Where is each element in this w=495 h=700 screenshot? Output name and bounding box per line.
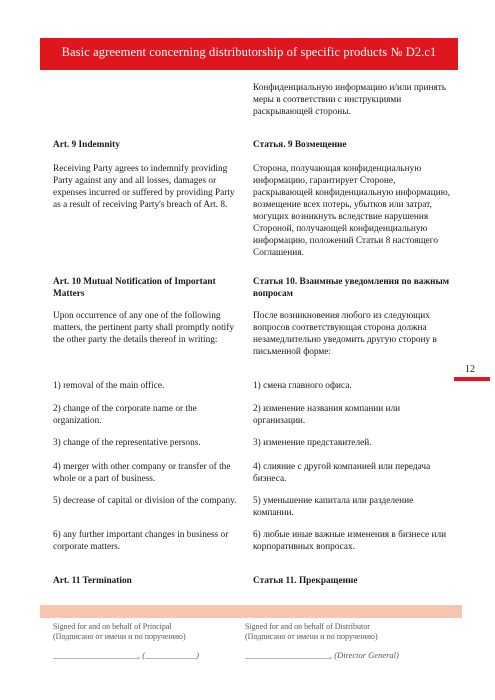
- art10-item-en: 6) any further important changes in business or corporate matters.: [53, 530, 229, 552]
- art10-item-ru: 6) любые иные важные изменения в бизнесе или корпоративных вопросах.: [253, 530, 447, 552]
- signature-principal-line: ____________________, (____________): [53, 650, 199, 660]
- art11-heading-en: Art. 11 Termination: [53, 576, 132, 586]
- art11-heading-ru: Статья 11. Прекращение: [253, 576, 358, 586]
- art9-heading-ru: Статья. 9 Возмещение: [253, 140, 347, 150]
- signature-distributor-line: ____________________, (Director General): [245, 650, 399, 660]
- document-header-band: [40, 38, 458, 70]
- signature-principal-label-ru: (Подписано от имени и по поручению): [53, 632, 186, 641]
- continuation-text-ru: Конфиденциальную информацию и/или принять меры в соответствии с инструкциями раскрывающей стороны.: [253, 83, 447, 117]
- art9-text-en: Receiving Party agrees to indemnify providing Party against any and all losses, damages or expenses incurred or suffered by providing Party as a result of receiving Party's breach of Art. 8.: [53, 164, 235, 210]
- art10-item-en: 2) change of the corporate name or the organization.: [53, 404, 197, 426]
- signature-principal-label-en: Signed for and on behalf of Principal: [53, 622, 172, 631]
- art10-item-ru: 4) слияние с другой компанией или передача бизнеса.: [253, 462, 431, 484]
- art10-item-ru: 3) изменение представителей.: [253, 438, 372, 448]
- art10-item-en: 1) removal of the main office.: [53, 381, 165, 391]
- art9-text-ru: Сторона, получающая конфиденциальную информацию, гарантирует Стороне, раскрывающей конфиденциальную информацию, возмещение всех потерь, убытков или затрат, могущих возникнуть вследствие нарушения Стороной, получающей конфиденциальную информацию, положений Статьи 8 настоящего Соглашения.: [253, 164, 450, 258]
- art10-item-ru: 5) уменьшение капитала или разделение компании.: [253, 496, 414, 518]
- signature-distributor-label-en: Signed for and on behalf of Distributor: [245, 622, 370, 631]
- signature-distributor-label-ru: (Подписано от имени и по поручению): [245, 632, 378, 641]
- art10-intro-en: Upon occurrence of any one of the following matters, the pertinent party shall promptly notify the other party the details thereof in writing:: [53, 311, 234, 345]
- art10-item-en: 5) decrease of capital or division of the company.: [53, 496, 237, 506]
- art10-heading-en: Art. 10 Mutual Notification of Important Matters: [53, 277, 216, 299]
- footer-band: [40, 605, 462, 618]
- art9-heading-en: Art. 9 Indemnity: [53, 140, 120, 150]
- art10-item-ru: 2) изменение названия компании или организации.: [253, 404, 401, 426]
- art10-item-en: 4) merger with other company or transfer of the whole or a part of business.: [53, 462, 231, 484]
- art10-intro-ru: После возникновения любого из следующих вопросов соответствующая сторона должна незамедлительно уведомить другую сторону в письменной форме:: [253, 311, 437, 357]
- art10-heading-ru: Статья 10. Взаимные уведомления по важным вопросам: [253, 277, 450, 299]
- art10-item-ru: 1) смена главного офиса.: [253, 381, 352, 391]
- document-title: Basic agreement concerning distributorship of specific products № D2.c1: [61, 45, 437, 59]
- page-number-bar: [454, 377, 490, 381]
- art10-item-en: 3) change of the representative persons.: [53, 438, 201, 448]
- page-number: 12: [465, 364, 475, 375]
